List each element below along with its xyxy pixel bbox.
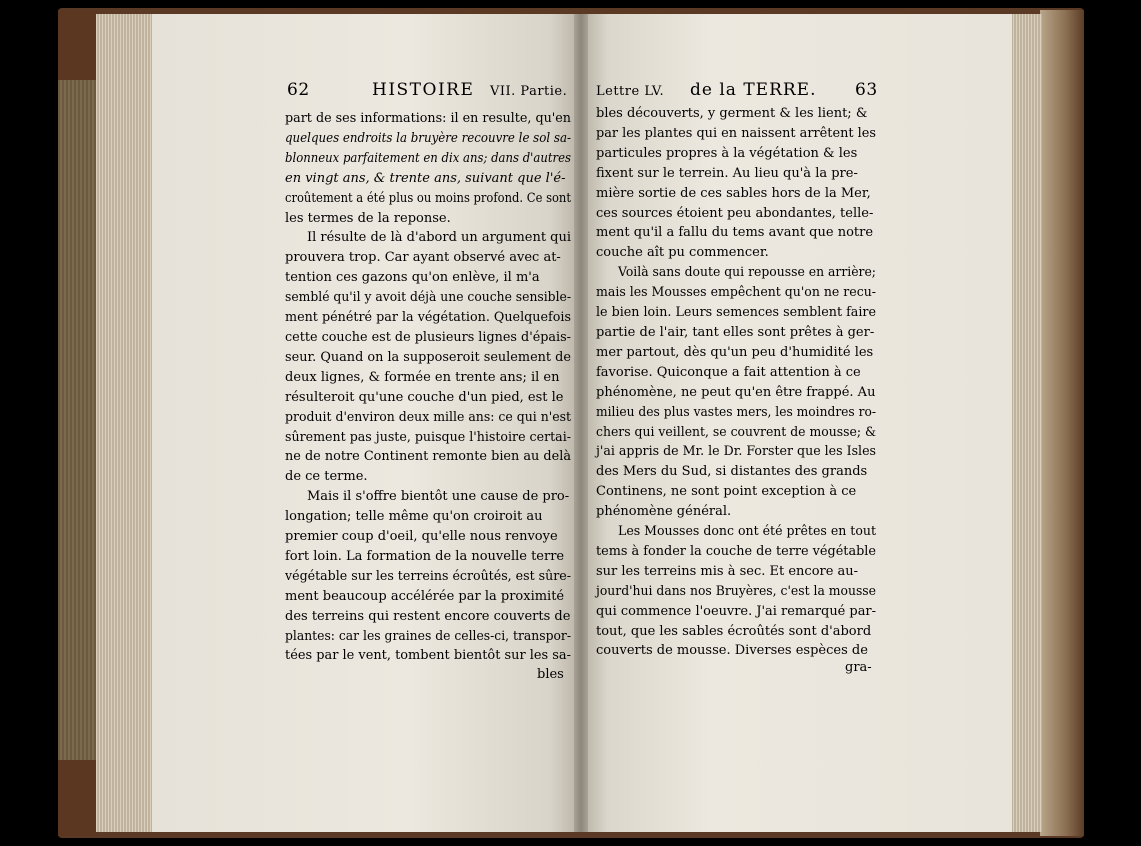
text-line: sur les terreins mis à sec. Et encore au-	[596, 563, 859, 579]
left-catchword: bles	[537, 667, 564, 682]
text-line: favorise. Quiconque a fait attention à ce	[596, 364, 861, 380]
text-line: Mais il s'offre bientôt une cause de pro-	[307, 489, 570, 505]
text-line: ment qu'il a fallu du tems avant que notre	[596, 225, 874, 241]
text-line: jourd'hui dans nos Bruyères, c'est la mousse	[596, 583, 876, 599]
left-section: VII. Partie.	[490, 84, 568, 99]
text-line: fort loin. La formation de la nouvelle terre	[285, 548, 565, 564]
text-line: longation; telle même qu'on croiroit au	[285, 509, 543, 525]
right-running-title: de la TERRE.	[690, 80, 817, 100]
text-line: Les Mousses donc ont été prêtes en tout	[618, 524, 876, 540]
text-line: deux lignes, & formée en trente ans; il en	[285, 369, 560, 385]
leather-corner-top	[58, 10, 98, 80]
text-line: mais les Mousses empêchent qu'on ne recu-	[596, 285, 876, 301]
text-line: plantes: car les graines de celles-ci, transpor-	[285, 628, 571, 644]
left-running-title: HISTOIRE	[372, 80, 475, 100]
text-line: tention ces gazons qu'on enlève, il m'a	[285, 270, 540, 286]
text-line: couche aît pu commencer.	[596, 245, 769, 261]
left-page-number: 62	[287, 80, 310, 100]
right-body-text	[596, 104, 876, 661]
text-line: les termes de la reponse.	[285, 210, 451, 226]
text-line: le bien loin. Leurs semences semblent faire	[596, 305, 876, 321]
text-line: seur. Quand on la supposeroit seulement de	[285, 349, 571, 365]
text-line: qui commence l'oeuvre. J'ai remarqué par-	[596, 603, 876, 619]
text-line: chers qui veillent, se couvrent de mousse; &	[596, 424, 876, 440]
text-line: Continens, ne sont point exception à ce	[596, 484, 857, 500]
text-line: ces sources étoient peu abondantes, telle-	[596, 205, 874, 221]
text-line: sûrement pas juste, puisque l'histoire certai-	[285, 429, 571, 445]
text-line: ment beaucoup accélérée par la proximité	[285, 588, 565, 604]
text-line: premier coup d'oeil, qu'elle nous renvoye	[285, 529, 558, 545]
left-body-text	[285, 109, 571, 666]
text-line: cette couche est de plusieurs lignes d'épais-	[285, 329, 571, 345]
text-line: produit d'environ deux mille ans: ce qui n'est	[285, 409, 571, 425]
text-line: couverts de mousse. Diverses espèces de	[596, 643, 868, 659]
text-line: mer partout, dès qu'un peu d'humidité les	[596, 344, 874, 360]
text-line: Il résulte de là d'abord un argument qui	[307, 230, 571, 246]
text-line: fixent sur le terrein. Au lieu qu'à la pre-	[596, 165, 858, 181]
text-line: bles découverts, y germent & les lient; &	[596, 106, 868, 121]
text-line: Voilà sans doute qui repousse en arrière;	[618, 265, 876, 281]
text-line: partie de l'air, tant elles sont prêtes à ger-	[596, 324, 875, 340]
text-line: phénomène, ne peut qu'en être frappé. Au	[596, 384, 876, 400]
right-catchword: gra-	[845, 660, 872, 675]
text-line: résulteroit qu'une couche d'un pied, est le	[285, 389, 564, 405]
text-line: en vingt ans, & trente ans, suivant que l'é-	[285, 170, 566, 186]
cover-board-right	[1040, 10, 1084, 836]
text-line: des Mers du Sud, si distantes des grands	[596, 464, 868, 480]
text-line: végétable sur les terreins écroûtés, est sûre-	[285, 568, 571, 584]
text-line: croûtement a été plus ou moins profond. Ce sont	[285, 190, 571, 206]
text-line: quelques endroits la bruyère recouvre le sol sa-	[285, 130, 571, 146]
text-line: par les plantes qui en naissent arrêtent les	[596, 125, 876, 141]
page-edges-left	[96, 14, 154, 832]
text-line: tout, que les sables écroûtés sont d'abord	[596, 623, 872, 639]
right-page-number: 63	[855, 80, 878, 100]
text-line: tées par le vent, tombent bientôt sur les sa-	[285, 648, 571, 664]
text-line: des terreins qui restent encore couverts de	[285, 608, 571, 624]
right-letter: Lettre LV.	[596, 84, 665, 99]
text-line: particules propres à la végétation & les	[596, 145, 858, 161]
text-line: j'ai appris de Mr. le Dr. Forster que les Isles	[596, 444, 876, 460]
text-line: ment pénétré par la végétation. Quelquefois	[285, 310, 571, 326]
text-line: de ce terme.	[285, 469, 368, 485]
leather-corner-bottom	[58, 760, 98, 836]
text-line: part de ses informations: il en resulte, qu'en	[285, 111, 571, 126]
text-line: phénomène général.	[596, 504, 732, 520]
text-line: milieu des plus vastes mers, les moindres ro-	[596, 404, 876, 420]
gutter	[574, 14, 588, 832]
text-line: mière sortie de ces sables hors de la Mer,	[596, 185, 871, 201]
page-edges-right	[1010, 14, 1042, 832]
text-line: ne de notre Continent remonte bien au delà	[285, 449, 571, 465]
text-line: prouvera trop. Car ayant observé avec at-	[285, 250, 561, 266]
text-line: blonneux parfaitement en dix ans; dans d'autres	[285, 150, 571, 166]
cover-board-left	[58, 10, 98, 836]
text-line: semblé qu'il y avoit déjà une couche sensible-	[285, 290, 571, 306]
text-line: tems à fonder la couche de terre végétable	[596, 543, 876, 559]
